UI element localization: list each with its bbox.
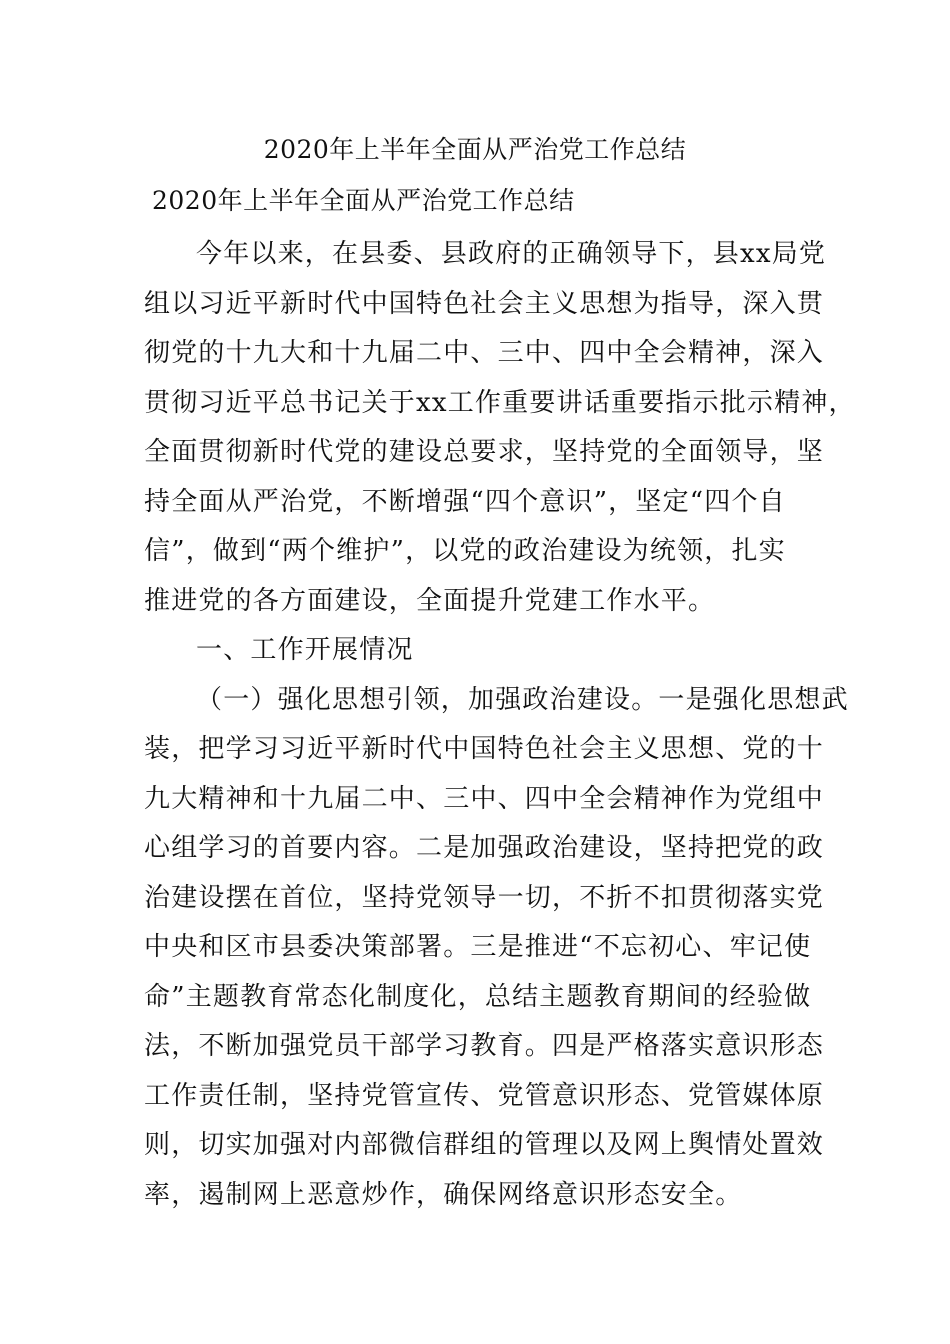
body-line: 法，不断加强党员干部学习教育。四是严格落实意识形态 [144, 1031, 825, 1061]
body-line: 则，切实加强对内部微信群组的管理以及网上舆情处置效 [144, 1130, 825, 1160]
body-line: 工作责任制，坚持党管宣传、党管意识形态、党管媒体原 [144, 1080, 825, 1111]
body-line: 率，遏制网上恶意炒作，确保网络意识形态安全。 [144, 1179, 743, 1210]
body-line: 治建设摆在首位，坚持党领导一切，不折不扣贯彻落实党 [144, 882, 825, 913]
body-line: 全面贯彻新时代党的建设总要求，坚持党的全面领导，坚 [144, 437, 825, 467]
body-line: 一、工作开展情况 [196, 635, 414, 665]
body-line: 九大精神和十九届二中、三中、四中全会精神作为党组中 [144, 783, 825, 814]
body-line: 持全面从严治党，不断增强“四个意识”，坚定“四个自 [144, 486, 786, 517]
body-line: 心组学习的首要内容。二是加强政治建设，坚持把党的政 [144, 833, 825, 863]
body-line: 贯彻习近平总书记关于xx工作重要讲话重要指示批示精神， [144, 387, 856, 418]
body-line: 推进党的各方面建设，全面提升党建工作水平。 [144, 585, 716, 616]
body-line: 信”，做到“两个维护”，以党的政治建设为统领，扎实 [144, 536, 786, 566]
body-line: （一）强化思想引领，加强政治建设。一是强化思想武 [196, 684, 849, 715]
document-title: 2020年上半年全面从严治党工作总结 [263, 135, 687, 164]
document-subtitle: 2020年上半年全面从严治党工作总结 [152, 186, 575, 215]
body-line: 装，把学习习近平新时代中国特色社会主义思想、党的十 [144, 734, 825, 764]
document-body [144, 230, 856, 1220]
body-line: 命”主题教育常态化制度化，总结主题教育期间的经验做 [144, 981, 812, 1012]
body-line: 彻党的十九大和十九届二中、三中、四中全会精神，深入 [144, 338, 825, 368]
body-line: 中央和区市县委决策部署。三是推进“不忘初心、牢记使 [144, 932, 812, 962]
body-line: 组以习近平新时代中国特色社会主义思想为指导，深入贯 [144, 288, 825, 319]
body-line: 今年以来，在县委、县政府的正确领导下，县xx局党 [196, 239, 827, 269]
